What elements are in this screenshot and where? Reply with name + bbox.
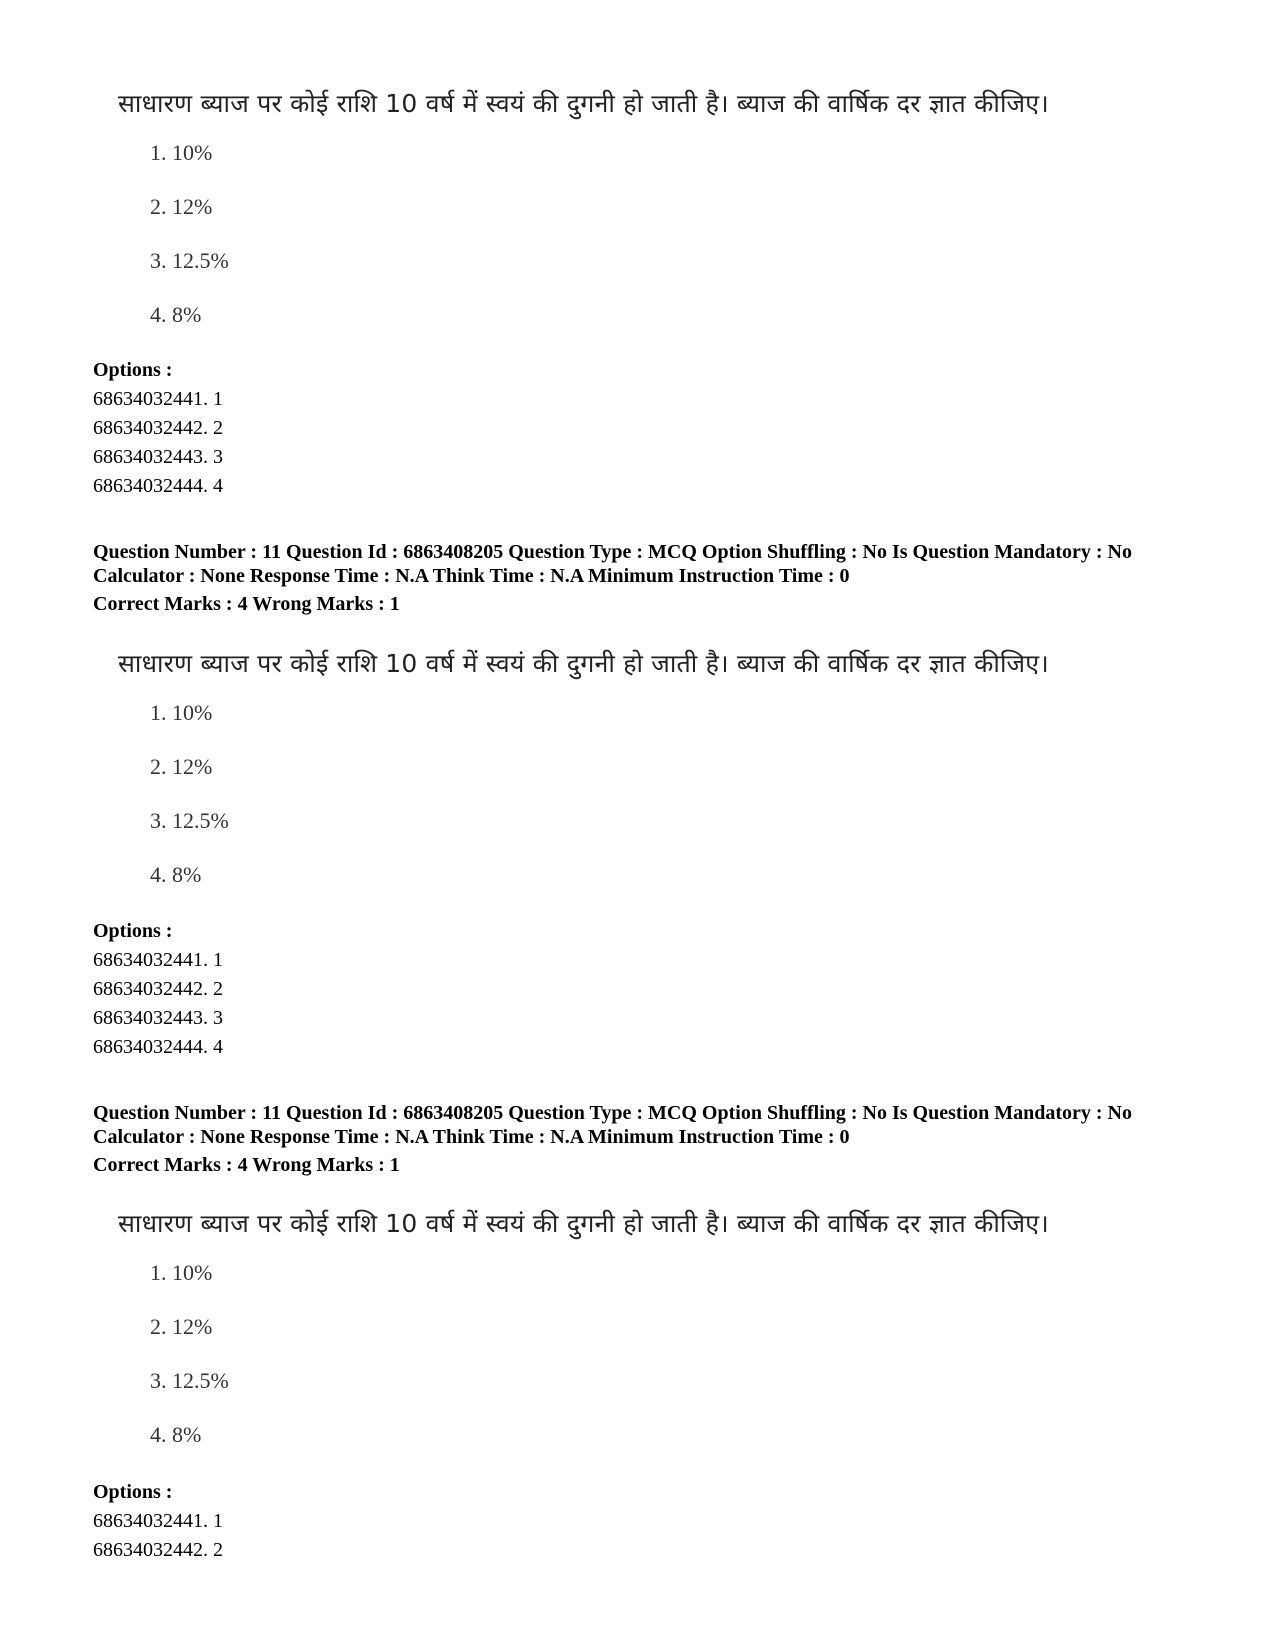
choice-2: 2. 12% xyxy=(150,754,213,779)
option-line: 68634032442. 2 xyxy=(93,417,223,439)
option-line: 68634032442. 2 xyxy=(93,978,223,1000)
choice-2: 2. 12% xyxy=(150,194,213,219)
choice-1: 1. 10% xyxy=(150,140,213,165)
option-line: 68634032441. 1 xyxy=(93,1510,223,1532)
option-line: 68634032441. 1 xyxy=(93,388,223,410)
question-metadata: Question Number : 11 Question Id : 6863408205 Question Type : MCQ Option Shuffling : No Is Question Mandatory : No Calculator : None Response Time : N.A Think Time : N.A Minimum Instruction Time : 0 xyxy=(93,541,1132,587)
option-line: 68634032443. 3 xyxy=(93,446,223,468)
choice-3: 3. 12.5% xyxy=(150,808,229,833)
options-heading: Options : xyxy=(93,920,173,942)
marks-line: Correct Marks : 4 Wrong Marks : 1 xyxy=(93,1154,400,1176)
options-heading: Options : xyxy=(93,359,173,381)
question-text: साधारण ब्याज पर कोई राशि 10 वर्ष में स्वयं की दुगनी हो जाती है। ब्याज की वार्षिक दर ज्ञात कीजिए। xyxy=(118,649,1049,678)
choice-2: 2. 12% xyxy=(150,1314,213,1339)
options-heading: Options : xyxy=(93,1481,173,1503)
marks-line: Correct Marks : 4 Wrong Marks : 1 xyxy=(93,593,400,615)
option-line: 68634032443. 3 xyxy=(93,1007,223,1029)
choice-1: 1. 10% xyxy=(150,700,213,725)
option-line: 68634032441. 1 xyxy=(93,949,223,971)
choice-3: 3. 12.5% xyxy=(150,1368,229,1393)
choice-1: 1. 10% xyxy=(150,1260,213,1285)
question-text: साधारण ब्याज पर कोई राशि 10 वर्ष में स्वयं की दुगनी हो जाती है। ब्याज की वार्षिक दर ज्ञात कीजिए। xyxy=(118,1209,1049,1238)
choice-3: 3. 12.5% xyxy=(150,248,229,273)
question-text: साधारण ब्याज पर कोई राशि 10 वर्ष में स्वयं की दुगनी हो जाती है। ब्याज की वार्षिक दर ज्ञात कीजिए। xyxy=(118,89,1049,118)
question-metadata: Question Number : 11 Question Id : 6863408205 Question Type : MCQ Option Shuffling : No Is Question Mandatory : No Calculator : None Response Time : N.A Think Time : N.A Minimum Instruction Time : 0 xyxy=(93,1102,1132,1148)
option-line: 68634032444. 4 xyxy=(93,1036,223,1058)
option-line: 68634032442. 2 xyxy=(93,1539,223,1561)
choice-4: 4. 8% xyxy=(150,862,202,887)
choice-4: 4. 8% xyxy=(150,1422,202,1447)
option-line: 68634032444. 4 xyxy=(93,475,223,497)
choice-4: 4. 8% xyxy=(150,302,202,327)
